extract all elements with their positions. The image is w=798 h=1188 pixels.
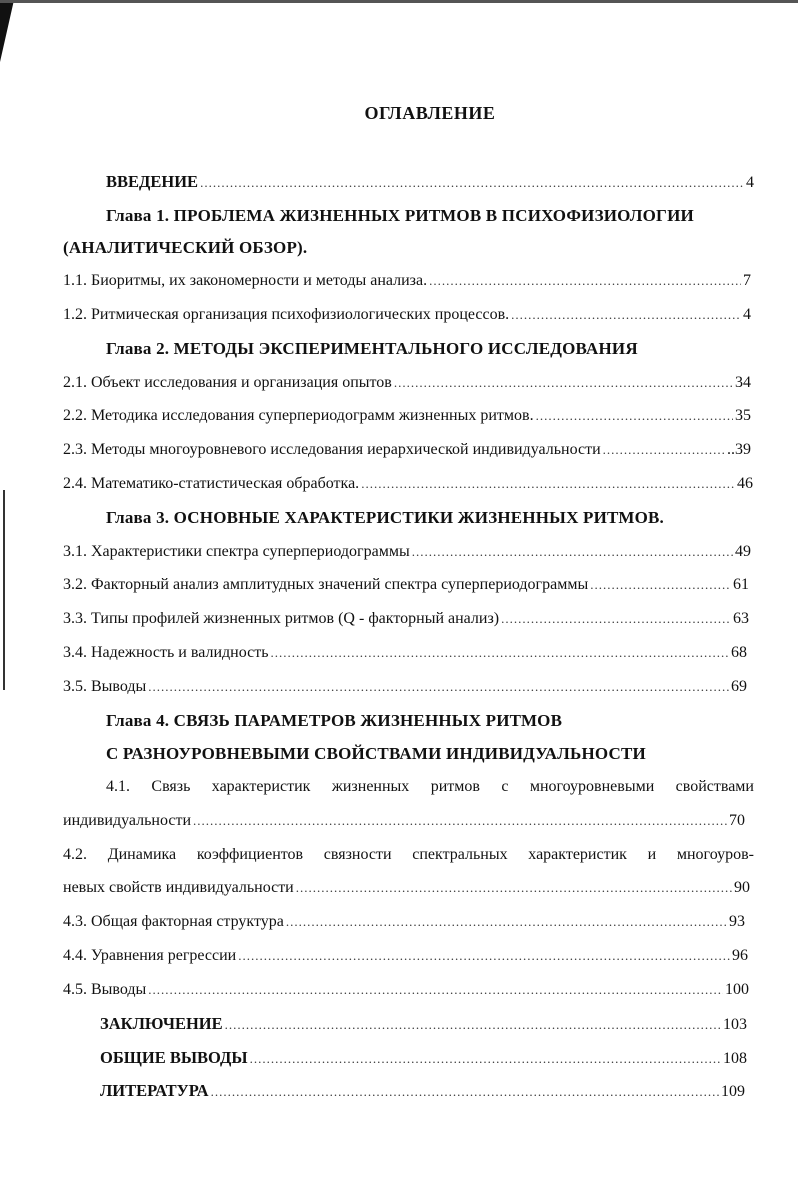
toc-leader xyxy=(296,878,732,898)
chapter-number: Глава 1. xyxy=(106,206,170,225)
toc-leader xyxy=(193,811,727,831)
toc-leader xyxy=(225,1015,721,1035)
toc-page: 34 xyxy=(735,374,751,391)
word: коэффициентов xyxy=(196,846,304,863)
chapter-number: Глава 2 xyxy=(106,339,165,358)
word: Связь xyxy=(151,778,191,795)
toc-label: ЗАКЛЮЧЕНИЕ xyxy=(100,1014,223,1033)
toc-leader xyxy=(148,980,723,1000)
toc-leader xyxy=(603,440,725,460)
word: жизненных xyxy=(331,778,410,795)
toc-entry-intro[interactable] xyxy=(106,172,754,193)
toc-entry-2-4[interactable] xyxy=(63,474,753,494)
chapter-number: Глава 3 xyxy=(106,508,165,527)
toc-leader xyxy=(412,542,733,562)
toc-leader xyxy=(238,946,730,966)
toc-label: 2.4. Математико-статистическая обработка. xyxy=(63,475,360,492)
toc-page: 69 xyxy=(731,678,747,695)
toc-entry-4-5[interactable] xyxy=(63,980,749,1000)
word: многоуров- xyxy=(676,846,754,863)
toc-leader xyxy=(250,1049,721,1069)
toc-entry-3-4[interactable] xyxy=(63,643,747,663)
toc-entry-literature[interactable] xyxy=(100,1081,745,1102)
toc-page: 4 xyxy=(746,174,754,191)
toc-entry-4-1-cont[interactable] xyxy=(63,811,745,831)
toc-page: 103 xyxy=(723,1016,747,1033)
toc-label: ОБЩИЕ ВЫВОДЫ xyxy=(100,1048,248,1067)
toc-label: индивидуальности xyxy=(63,812,192,829)
toc-label: 2.1. Объект исследования и организация опытов xyxy=(63,374,392,391)
toc-entry-3-3[interactable] xyxy=(63,609,749,629)
toc-page: 63 xyxy=(733,610,749,627)
toc-entry-4-2-cont[interactable] xyxy=(63,878,750,898)
toc-leader xyxy=(429,271,741,291)
word: Динамика xyxy=(107,846,177,863)
chapter-4-heading-cont: С РАЗНОУРОВНЕВЫМИ СВОЙСТВАМИ ИНДИВИДУАЛЬНОСТИ xyxy=(106,744,646,763)
toc-leader xyxy=(536,406,733,426)
toc-entry-2-1[interactable] xyxy=(63,373,751,393)
toc-label: ЛИТЕРАТУРА xyxy=(100,1081,209,1100)
toc-leader xyxy=(511,305,741,325)
toc-leader xyxy=(501,609,731,629)
toc-page: 4 xyxy=(743,306,751,323)
chapter-1-heading xyxy=(106,205,694,227)
toc-page: 109 xyxy=(721,1083,745,1100)
toc-label: ВВЕДЕНИЕ xyxy=(106,172,199,191)
toc-entry-2-3[interactable] xyxy=(63,440,751,460)
word: и xyxy=(647,846,657,863)
toc-page: 93 xyxy=(729,913,745,930)
chapter-number: Глава 4. xyxy=(106,711,170,730)
word: свойствами xyxy=(675,778,754,795)
toc-page: 68 xyxy=(731,644,747,661)
chapter-4-heading xyxy=(106,710,562,732)
chapter-title: ПРОБЛЕМА ЖИЗНЕННЫХ РИТМОВ В ПСИХОФИЗИОЛОГИИ xyxy=(173,206,694,225)
toc-entry-4-1[interactable] xyxy=(106,777,754,797)
toc-label: 4.4. Уравнения регрессии xyxy=(63,947,237,964)
toc-label: 1.2. Ритмическая организация психофизиологических процессов. xyxy=(63,306,510,323)
toc-entry-3-5[interactable] xyxy=(63,677,747,697)
toc-page: 35 xyxy=(735,407,751,424)
toc-page: 61 xyxy=(733,576,749,593)
word: спектральных xyxy=(412,846,508,863)
word: характеристик xyxy=(211,778,311,795)
toc-entry-4-3[interactable] xyxy=(63,912,745,932)
word: 4.2. xyxy=(63,846,87,863)
toc-leader xyxy=(590,575,731,595)
chapter-title: . ОСНОВНЫЕ ХАРАКТЕРИСТИКИ ЖИЗНЕННЫХ РИТМОВ. xyxy=(164,508,664,527)
toc-entry-3-1[interactable] xyxy=(63,542,751,562)
toc-label: 2.3. Методы многоуровневого исследования иерархической индивидуальности xyxy=(63,441,601,458)
toc-leader xyxy=(148,677,729,697)
toc-entry-3-2[interactable] xyxy=(63,575,749,595)
toc-leader xyxy=(286,912,727,932)
toc-label: 1.1. Биоритмы, их закономерности и методы анализа. xyxy=(63,272,428,289)
word: связности xyxy=(323,846,392,863)
toc-entry-1-1[interactable] xyxy=(63,271,751,291)
toc-label: невых свойств индивидуальности xyxy=(63,879,294,896)
chapter-title: СВЯЗЬ ПАРАМЕТРОВ ЖИЗНЕННЫХ РИТМОВ xyxy=(173,711,563,730)
toc-page: 70 xyxy=(729,812,745,829)
toc-leader xyxy=(211,1082,719,1102)
toc-page: 49 xyxy=(735,543,751,560)
toc-label: 3.4. Надежность и валидность xyxy=(63,644,269,661)
toc-label: 4.3. Общая факторная структура xyxy=(63,913,284,930)
toc-entry-1-2[interactable] xyxy=(63,305,751,325)
toc-page: 100 xyxy=(725,981,749,998)
toc-label: 3.1. Характеристики спектра суперпериодограммы xyxy=(63,543,410,560)
toc-entry-conclusion[interactable] xyxy=(100,1014,747,1035)
page-title: ОГЛАВЛЕНИЕ xyxy=(364,103,496,123)
toc-leader xyxy=(361,474,735,494)
chapter-3-heading xyxy=(106,507,664,529)
toc-label: 2.2. Методика исследования суперпериодограмм жизненных ритмов. xyxy=(63,407,534,424)
toc-label: 4.5. Выводы xyxy=(63,981,147,998)
word: 4.1. xyxy=(106,778,130,795)
word: ритмов xyxy=(430,778,480,795)
chapter-2-heading xyxy=(106,338,638,360)
toc-entry-4-4[interactable] xyxy=(63,946,748,966)
toc-entry-general-conclusions[interactable] xyxy=(100,1048,747,1069)
toc-leader xyxy=(271,643,730,663)
toc-label: 3.5. Выводы xyxy=(63,678,147,695)
chapter-1-heading-cont: (АНАЛИТИЧЕСКИЙ ОБЗОР). xyxy=(63,238,308,257)
toc-leader xyxy=(200,173,744,193)
word: многоуровневыми xyxy=(529,778,655,795)
toc-leader xyxy=(394,373,733,393)
toc-page: 108 xyxy=(723,1050,747,1067)
toc-label: 3.2. Факторный анализ амплитудных значений спектра суперпериодограммы xyxy=(63,576,589,593)
toc-page: 96 xyxy=(732,947,748,964)
toc-page: ..39 xyxy=(727,441,751,458)
word: с xyxy=(501,778,509,795)
toc-page: 7 xyxy=(743,272,751,289)
word: характеристик xyxy=(528,846,627,863)
toc-page: 46 xyxy=(737,475,753,492)
toc-entry-2-2[interactable] xyxy=(63,406,751,426)
toc-page: 90 xyxy=(734,879,750,896)
chapter-title: . МЕТОДЫ ЭКСПЕРИМЕНТАЛЬНОГО ИССЛЕДОВАНИЯ xyxy=(164,339,638,358)
toc-entry-4-2[interactable] xyxy=(63,845,754,865)
toc-label: 3.3. Типы профилей жизненных ритмов (Q - факторный анализ) xyxy=(63,610,500,627)
